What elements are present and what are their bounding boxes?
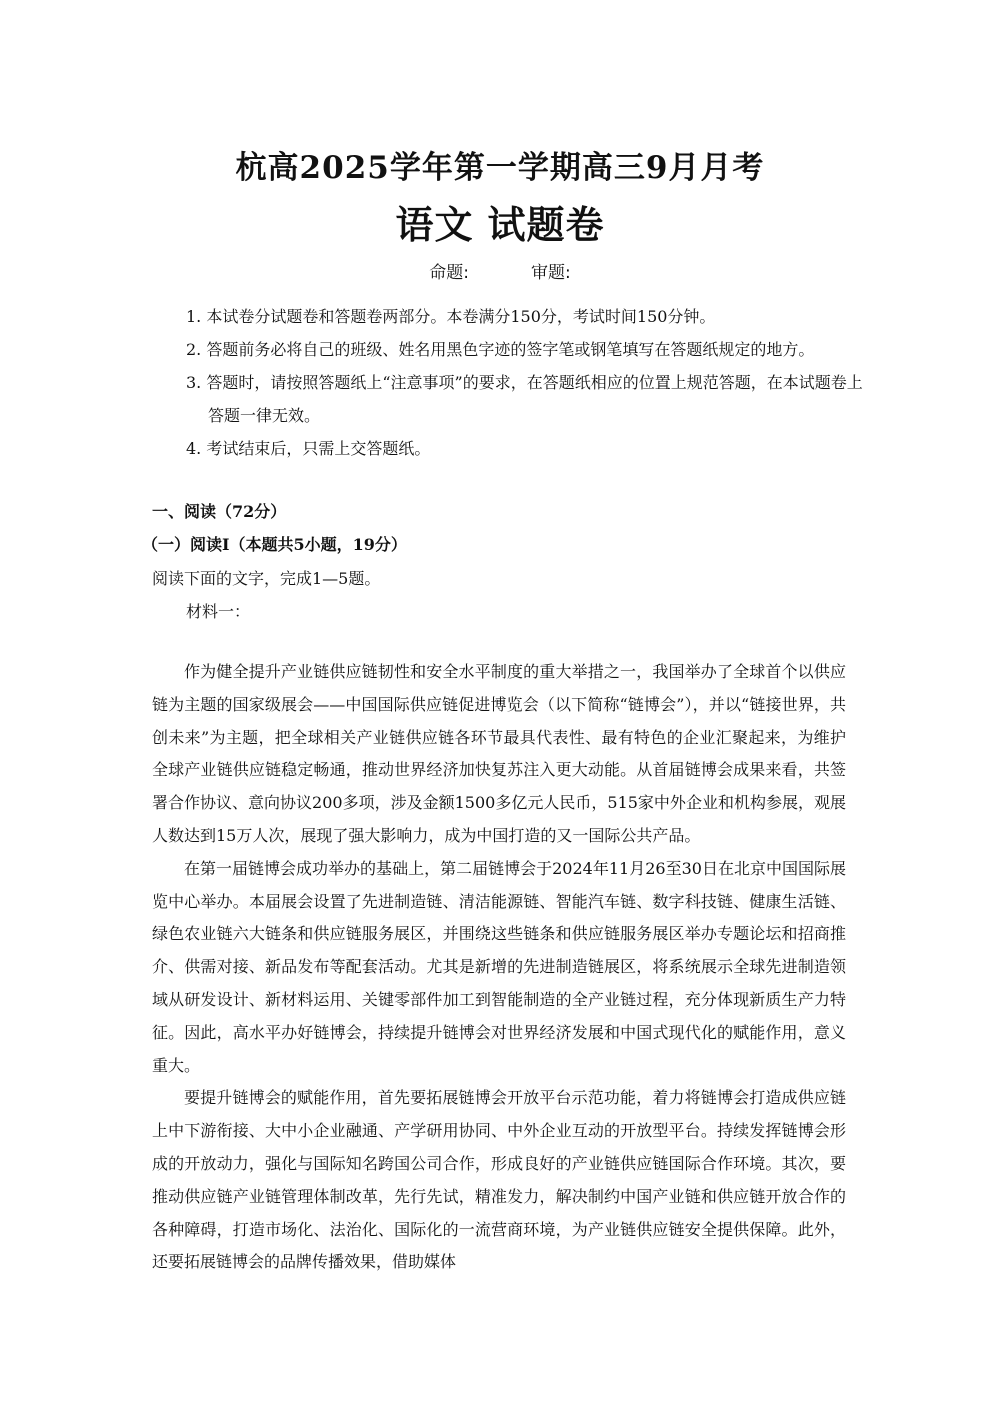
article-body: [152, 656, 846, 1279]
paper-type-label: 试题卷: [487, 202, 605, 247]
notice-item: 1. 本试卷分试题卷和答题卷两部分。本卷满分150分，考试时间150分钟。: [186, 307, 716, 326]
material-label: 材料一：: [186, 602, 251, 621]
subsection-heading: （一）阅读Ⅰ（本题共5小题，19分）: [142, 535, 407, 554]
notice-item: 2. 答题前务必将自己的班级、姓名用黑色字迹的签字笔或钢笔填写在答题纸规定的地方。: [186, 340, 815, 359]
setter-label: 命题:: [429, 263, 469, 283]
notice-item: 3. 答题时，请按照答题纸上“注意事项”的要求，在答题纸相应的位置上规范答题，在本试题卷上答题一律无效。: [186, 373, 863, 425]
section-heading: 一、阅读（72分）: [152, 502, 287, 521]
notice-list: [186, 300, 866, 465]
setter-reviewer-line: [0, 258, 1000, 283]
reviewer-label: 审题:: [531, 263, 571, 283]
subject-label: 语文: [395, 202, 474, 247]
exam-subtitle: [0, 194, 1000, 249]
article-paragraph: 在第一届链博会成功举办的基础上，第二届链博会于2024年11月26至30日在北京中国国际展览中心举办。本届展会设置了先进制造链、清洁能源链、智能汽车链、数字科技链、健康生活链、绿色农业链六大链条和供应链服务展区，并围绕这些链条和供应链服务展区举办专题论坛和招商推介、供需对接、新品发布等配套活动。尤其是新增的先进制造链展区，将系统展示全球先进制造领域从研发设计、新材料运用、关键零部件加工到智能制造的全产业链过程，充分体现新质生产力特征。因此，高水平办好链博会，持续提升链博会对世界经济发展和中国式现代化的赋能作用，意义重大。: [152, 858, 846, 1075]
reading-instruction: 阅读下面的文字，完成1—5题。: [152, 569, 381, 588]
notice-item: 4. 考试结束后，只需上交答题纸。: [186, 439, 431, 458]
exam-title: 杭高2025学年第一学期高三9月月考: [235, 150, 765, 186]
article-paragraph: 要提升链博会的赋能作用，首先要拓展链博会开放平台示范功能，着力将链博会打造成供应链上中下游衔接、大中小企业融通、产学研用协同、中外企业互动的开放型平台。持续发挥链博会形成的开放动力，强化与国际知名跨国公司合作，形成良好的产业链供应链国际合作环境。其次，要推动供应链产业链管理体制改革，先行先试，精准发力，解决制约中国产业链和供应链开放合作的各种障碍，打造市场化、法治化、国际化的一流营商环境，为产业链供应链安全提供保障。此外，还要拓展链博会的品牌传播效果，借助媒体: [152, 1088, 846, 1272]
article-paragraph: 作为健全提升产业链供应链韧性和安全水平制度的重大举措之一，我国举办了全球首个以供应链为主题的国家级展会——中国国际供应链促进博览会（以下简称“链博会”），并以“链接世界，共创未来”为主题，把全球相关产业链供应链各环节最具代表性、最有特色的企业汇聚起来，为维护全球产业链供应链稳定畅通，推动世界经济加快复苏注入更大动能。从首届链博会成果来看，共签署合作协议、意向协议200多项，涉及金额1500多亿元人民币，515家中外企业和机构参展，观展人数达到15万人次，展现了强大影响力，成为中国打造的又一国际公共产品。: [152, 662, 846, 845]
